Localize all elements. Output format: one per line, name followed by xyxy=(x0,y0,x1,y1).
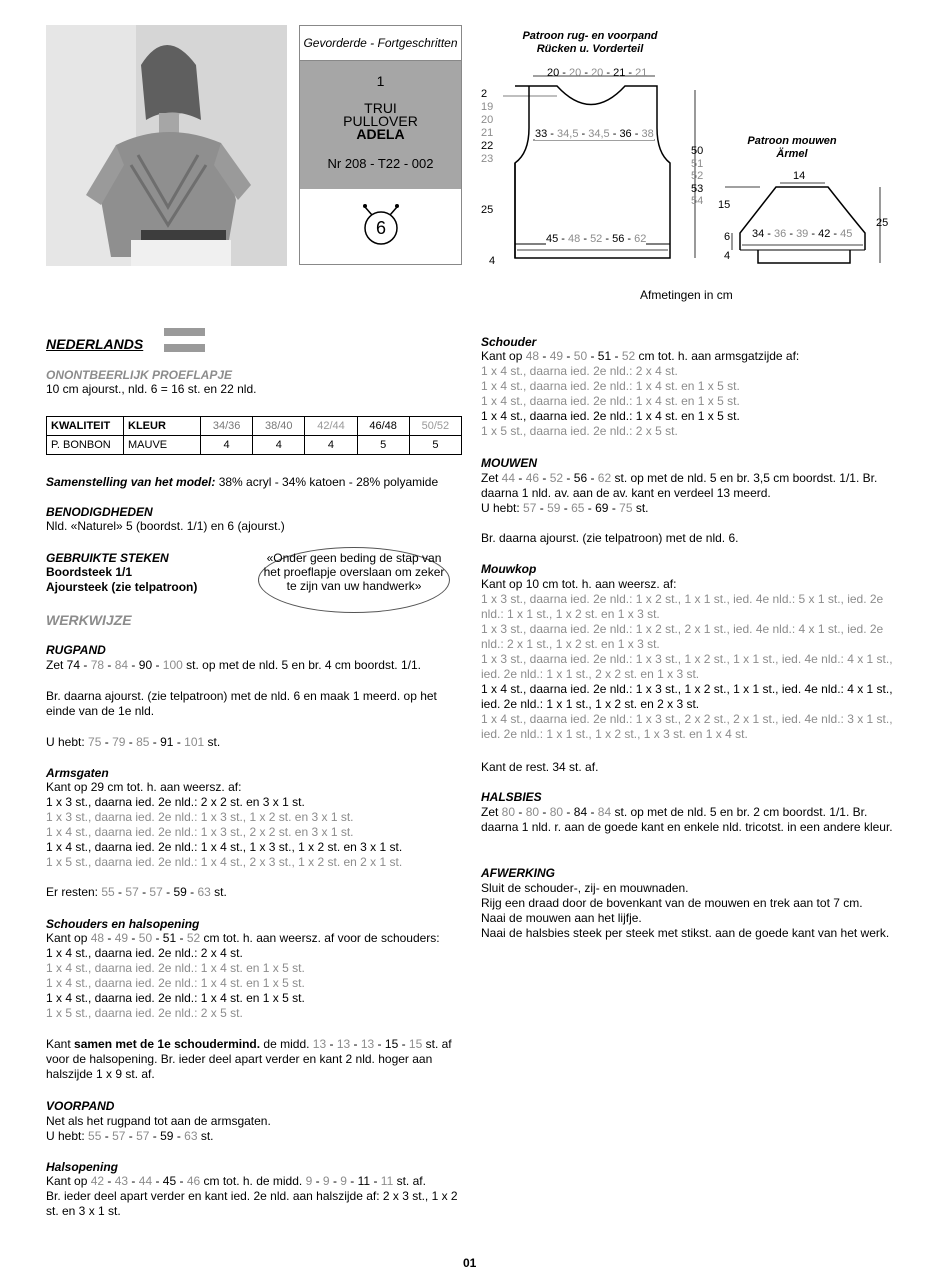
rib-height-4: 4 xyxy=(489,255,496,267)
schouders-hals-lines: Kant op 48 - 49 - 50 - 51 - 52 cm tot. h. aan weersz. af voor de schouders: 1 x 4 st., daarna ied. 2e nld.: 2 x 4 st. 1 x 4 st., daarna ied. 2e nld.: 1 x 4 st. en 1 x 5 st. 1 x 4 st., daarna ied. 2e nld.: 1 x 4 st. en 1 x 5 st. 1 x 4 st., daarna ied. 2e nld.: 1 x 4 st. en 1 x 5 st. 1 x 5 st., daarna ied. 2e nld.: 2 x 5 st. xyxy=(46,931,440,1020)
diagram-sleeve-title-1: Patroon mouwen xyxy=(747,135,837,147)
model-name-nl: TRUI xyxy=(364,100,397,116)
sleeve-6: 6 xyxy=(724,231,731,243)
yarn-table-header xyxy=(47,417,462,436)
armsgaten-title: Armsgaten xyxy=(46,766,109,780)
diagram-body-title-1: Patroon rug- en voorpand xyxy=(522,30,658,42)
schouders-hals-title: Schouders en halsopening xyxy=(46,917,200,931)
page-number: 01 xyxy=(463,1256,477,1270)
td-color: MAUVE xyxy=(124,436,201,455)
needle-icon xyxy=(358,201,404,247)
rugpand-p3: U hebt: 75 - 79 - 85 - 91 - 101 st. xyxy=(46,735,221,749)
stitch-1: Boordsteek 1/1 xyxy=(46,565,133,579)
shoulder-left-values: 2 19 20 21 22 23 xyxy=(481,88,494,165)
td-size-3: 4 xyxy=(305,436,357,455)
needle-size-value: 6 xyxy=(375,218,386,238)
rugpand-title: RUGPAND xyxy=(46,643,106,657)
th-size-4: 46/48 xyxy=(357,417,409,436)
sleeve-cap-height: 15 xyxy=(718,199,731,211)
th-size-1: 34/36 xyxy=(201,417,253,436)
sleeve-top-width: 14 xyxy=(793,170,806,182)
model-code: Nr 208 - T22 - 002 xyxy=(327,156,434,171)
model-name-de: PULLOVER xyxy=(343,113,418,129)
halsopening-p1: Kant op 42 - 43 - 44 - 45 - 46 cm tot. h. de midd. 9 - 9 - 9 - 11 - 11 st. af. xyxy=(46,1174,426,1188)
td-size-5: 5 xyxy=(409,436,461,455)
gauge-text: 10 cm ajourst., nld. 6 = 16 st. en 22 nld. xyxy=(46,382,257,396)
top-width-values: 20 - 20 - 20 - 21 - 21 xyxy=(547,67,648,79)
sleeve-rib-4: 4 xyxy=(724,250,731,262)
stitch-2: Ajoursteek (zie telpatroon) xyxy=(46,580,198,594)
schouder-lines: Kant op 48 - 49 - 50 - 51 - 52 cm tot. h. aan armsgatzijde af: 1 x 4 st., daarna ied. 2e nld.: 2 x 4 st. 1 x 4 st., daarna ied. 2e nld.: 1 x 4 st. en 1 x 5 st. 1 x 4 st., daarna ied. 2e nld.: 1 x 4 st. en 1 x 5 st. 1 x 4 st., daarna ied. 2e nld.: 1 x 4 st. en 1 x 5 st. 1 x 5 st., daarna ied. 2e nld.: 2 x 5 st. xyxy=(481,349,800,438)
info-box xyxy=(299,25,462,265)
composition xyxy=(46,475,464,490)
schouders-hals-p: Kant samen met de 1e schoudermind. de midd. 13 - 13 - 13 - 15 - 15 st. af voor de halsopening. Br. ieder deel apart verder en kant 2 nld. hoger aan halszijde 1 x 9 st. af. xyxy=(46,1037,452,1081)
mouwen-p2: Br. daarna ajourst. (zie telpatroon) met de nld. 6. xyxy=(481,531,739,545)
diagram-caption: Afmetingen in cm xyxy=(640,288,733,302)
td-size-2: 4 xyxy=(253,436,305,455)
gauge-note: «Onder geen beding de stap van het proeflapje overslaan om zeker te zijn van uw handwerk» xyxy=(258,547,450,613)
mouwen-title: MOUWEN xyxy=(481,456,537,470)
yarn-table-row xyxy=(47,436,462,455)
td-size-4: 5 xyxy=(357,436,409,455)
yarn-table xyxy=(46,416,462,455)
bottom-width-values: 45 - 48 - 52 - 56 - 62 xyxy=(546,233,647,245)
voorpand-l1: Net als het rugpand tot aan de armsgaten. xyxy=(46,1114,271,1128)
materials-text: Nld. «Naturel» 5 (boordst. 1/1) en 6 (ajourst.) xyxy=(46,519,285,533)
mouwkop-title: Mouwkop xyxy=(481,562,537,576)
td-size-1: 4 xyxy=(201,436,253,455)
th-size-3: 42/44 xyxy=(305,417,357,436)
difficulty-level: Gevorderde - Fortgeschritten xyxy=(300,26,461,61)
th-color: KLEUR xyxy=(124,417,201,436)
rugpand-p2: Br. daarna ajourst. (zie telpatroon) met de nld. 6 en maak 1 meerd. op het einde van de 1e nld. xyxy=(46,689,437,718)
mouwkop-rest: Kant de rest. 34 st. af. xyxy=(481,760,599,774)
armsgaten-rest: Er resten: 55 - 57 - 57 - 59 - 63 st. xyxy=(46,885,227,899)
halsbies-title: HALSBIES xyxy=(481,790,542,804)
diagram-body-title xyxy=(505,30,675,56)
diagram-body-title-2: Rücken u. Vorderteil xyxy=(536,43,644,55)
language-heading: NEDERLANDS xyxy=(46,336,144,352)
composition-text: 38% acryl - 34% katoen - 28% polyamide xyxy=(215,475,439,489)
stitches-title: GEBRUIKTE STEKEN xyxy=(46,551,169,565)
model-number: 1 xyxy=(376,73,385,89)
diagram-sleeve-title xyxy=(742,135,842,161)
nl-flag-icon xyxy=(164,328,205,356)
sleeve-total-height: 25 xyxy=(876,217,889,229)
mouwkop-lines: Kant op 10 cm tot. h. aan weersz. af: 1 x 3 st., daarna ied. 2e nld.: 1 x 2 st., 1 x 1 st., ied. 4e nld.: 5 x 1 st., ied. 2e nld.: 1 x 1 st., 1 x 2 st. en 1 x 3 st. 1 x 3 st., daarna ied. 2e nld.: 1 x 2 st., 2 x 1 st., ied. 4e nld.: 4 x 1 st., ied. 2e nld.: 2 x 1 st., 1 x 2 st. en 1 x 3 st. 1 x 3 st., daarna ied. 2e nld.: 1 x 3 st., 1 x 2 st., 1 x 1 st., ied. 4e nld.: 4 x 1 st., ied. 2e nld.: 1 x 1 st., 2 x 2 st. en 1 x 3 st. 1 x 4 st., daarna ied. 2e nld.: 1 x 3 st., 1 x 2 st., 1 x 1 st., ied. 4e nld.: 4 x 1 st., ied. 2e nld.: 1 x 1 st., 1 x 2 st. en 2 x 3 st. 1 x 4 st., daarna ied. 2e nld.: 1 x 3 st., 2 x 2 st., 2 x 1 st., ied. 4e nld.: 3 x 1 st., ied. 2e nld.: 1 x 1 st., 1 x 2 st., 1 x 3 st. en 1 x 4 st. xyxy=(481,577,893,741)
th-size-2: 38/40 xyxy=(253,417,305,436)
th-quality: KWALITEIT xyxy=(47,417,124,436)
model-photo xyxy=(46,25,287,266)
afwerking-lines: Sluit de schouder-, zij- en mouwnaden. Rijg een draad door de bovenkant van de mouwen en trek aan tot 7 cm. Naai de mouwen aan het lijfje. Naai de halsbies steek per steek met stikst. aan de goede kant van het werk. xyxy=(481,881,890,940)
materials-title: BENODIGDHEDEN xyxy=(46,505,153,519)
armsgaten-lines: Kant op 29 cm tot. h. aan weersz. af: 1 x 3 st., daarna ied. 2e nld.: 2 x 2 st. en 3 x 1 st. 1 x 3 st., daarna ied. 2e nld.: 1 x 3 st., 1 x 2 st. en 3 x 1 st. 1 x 4 st., daarna ied. 2e nld.: 1 x 3 st., 2 x 2 st. en 3 x 1 st. 1 x 4 st., daarna ied. 2e nld.: 1 x 4 st., 1 x 3 st., 1 x 2 st. en 3 x 1 st. 1 x 5 st., daarna ied. 2e nld.: 1 x 4 st., 2 x 3 st., 1 x 2 st. en 2 x 1 st. xyxy=(46,780,403,869)
halsopening-title: Halsopening xyxy=(46,1160,119,1174)
sleeve-width-values: 34 - 36 - 39 - 42 - 45 xyxy=(752,228,853,240)
chest-width-values: 33 - 34,5 - 34,5 - 36 - 38 xyxy=(535,128,654,140)
model-header xyxy=(300,61,461,189)
diagram-sleeve-title-2: Ärmel xyxy=(776,148,808,160)
voorpand-l2: U hebt: 55 - 57 - 57 - 59 - 63 st. xyxy=(46,1129,214,1143)
body-height-values: 50 51 52 53 54 xyxy=(691,145,704,207)
mouwen-p1: Zet 44 - 46 - 52 - 56 - 62 st. op met de nld. 5 en br. 3,5 cm boordst. 1/1. Br. daarna 1 nld. av. aan de av. kant en verdeel 13 meerd. xyxy=(481,471,878,500)
td-quality: P. BONBON xyxy=(47,436,124,455)
halsopening-p2: Br. ieder deel apart verder en kant ied. 2e nld. aan halszijde af: 2 x 3 st., 1 x 2 st. en 3 x 1 st. xyxy=(46,1189,458,1218)
sleeve-pattern-diagram xyxy=(720,175,895,270)
needle-size xyxy=(300,189,461,247)
werkwijze-heading: WERKWIJZE xyxy=(46,612,132,628)
rugpand-p1: Zet 74 - 78 - 84 - 90 - 100 st. op met de nld. 5 en br. 4 cm boordst. 1/1. xyxy=(46,658,421,672)
gauge-title: ONONTBEERLIJK PROEFLAPJE xyxy=(46,368,233,382)
model-photo-illustration xyxy=(46,25,287,266)
th-size-5: 50/52 xyxy=(409,417,461,436)
voorpand-title: VOORPAND xyxy=(46,1099,115,1113)
halsbies-p1: Zet 80 - 80 - 80 - 84 - 84 st. op met de nld. 5 en br. 2 cm boordst. 1/1. Br. daarna 1 nld. r. aan de goede kant en enkele nld. tricotst. in een andere kleur. xyxy=(481,805,893,834)
model-name: ADELA xyxy=(356,126,405,142)
composition-label: Samenstelling van het model: xyxy=(46,475,216,489)
afwerking-title: AFWERKING xyxy=(481,866,555,880)
schouder-title: Schouder xyxy=(481,335,537,349)
mouwen-p1b: U hebt: 57 - 59 - 65 - 69 - 75 st. xyxy=(481,501,649,515)
body-height-25: 25 xyxy=(481,204,494,216)
